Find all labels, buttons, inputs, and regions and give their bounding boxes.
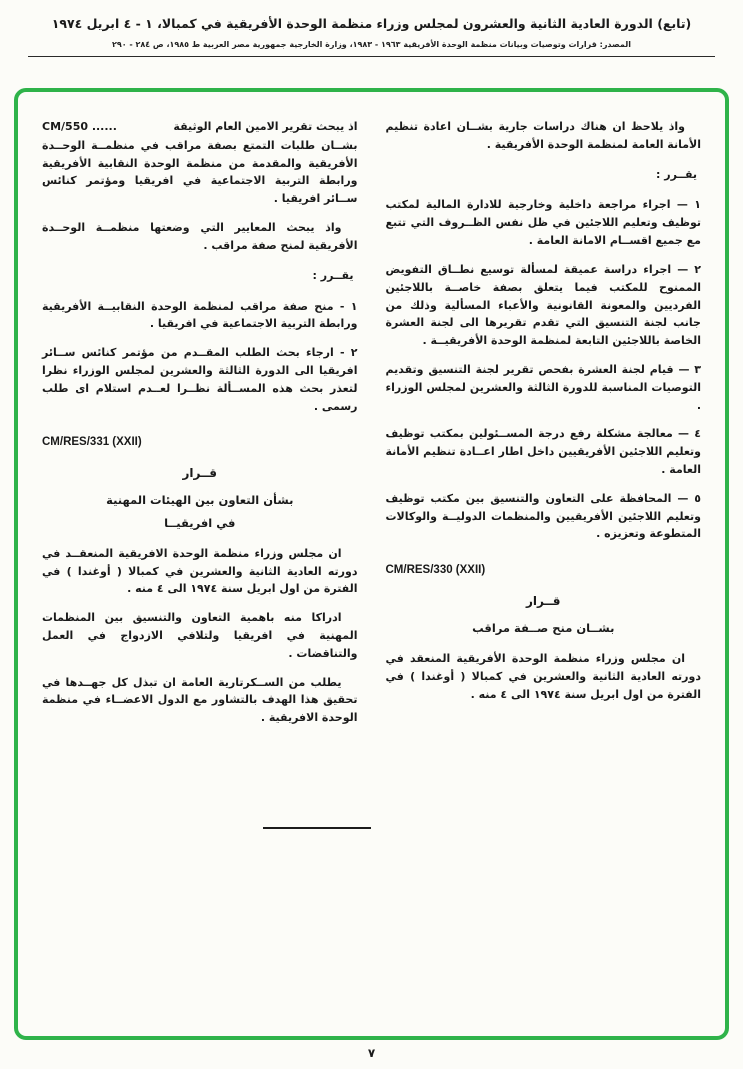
council-paragraph-left: ان مجلس وزراء منظمة الوحدة الافريقية المنعقــد في دورته العادية الثانية والعشرين في كمبالا ( أوغندا ) في الفترة من اول ابريل سنة ١٩٧٤ الى ٤ منه .: [42, 546, 358, 596]
document-reference-cm-550: CM/550 ......: [42, 120, 117, 133]
awareness-paragraph: ادراكا منه باهمية التعاون والتنسيق بين المنظمات المهنية في افريقيا ولتلافي الازدواج في العمل والتناقضات .: [42, 611, 358, 660]
resolution-item-a: ١ - منح صفة مراقب لمنظمة الوحدة النقابيــة الأفريقية ورابطة التربية الاجتماعية في افريقيا .: [42, 299, 358, 331]
resolution-item-3: ٣ — قيام لجنة العشرة بفحص تقرير لجنة التنسيق وتقديم التوصيات المناسبة للدورة الثالثة والعشرين لمجلس الوزراء .: [385, 362, 701, 412]
resolution-subtitle-left-2: في افريقيــا: [164, 516, 236, 531]
page-title: (تابع) الدورة العادية الثانية والعشرون لمجلس وزراء منظمة الوحدة الأفريقية في كمبالا، ١ - ٤ ابريل ١٩٧٤: [51, 16, 692, 31]
content-frame: [14, 88, 729, 1040]
resolution-item-2: ٢ — اجراء دراسة عميقة لمسألة توسيع نطــاق التفويض الممنوح للمكتب فيما يتعلق بصفة خاصــة باللاجئين الفرديين والمعونة القانونية والأعباء المسألية وذلك من جانب لجنة التنسيق التي تقدم تقريرها الى لجنة العشرة الخاصة باللاجئين التابعة لمنظمة الوحدة الأفريقيــة .: [385, 262, 701, 348]
document-header: [0, 0, 743, 57]
resolution-title-right: قــرار: [525, 593, 561, 608]
criteria-paragraph: واذ يبحث المعايير التي وضعتها منظمــة الوحــدة الأفريقية لمنح صفة مراقب .: [42, 221, 358, 252]
resolution-subtitle-right: بشــان منح صــفة مراقب: [472, 621, 615, 636]
document-reference-cm-res-330: CM/RES/330 (XXII): [385, 564, 486, 577]
resolution-item-5: ٥ — المحافظة على التعاون والتنسيق بين مكتب توظيف وتعليم اللاجئين الأفريقيين والمنظمات الدوليــة والوكالات المتطوعة وتعزيزه .: [385, 491, 701, 541]
resolution-item-1: ١ — اجراء مراجعة داخلية وخارجية للادارة المالية لمكتب توظيف وتعليم اللاجئين في ظل نفس الظــروف التي تتبع مع جميع اقســام الامانة العامة .: [385, 198, 701, 248]
requests-paragraph: يطلب من الســكرتارية العامة ان تبذل كل جهــدها في تحقيق هذا الهدف بالتشاور مع الدول الاعضــاء في منظمة الوحدة الافريقية .: [42, 675, 358, 725]
column-left: [42, 118, 358, 738]
page-number: ٧: [367, 1046, 376, 1060]
decides-heading-right: يقــرر :: [656, 167, 697, 181]
source-line: المصدر: قرارات وتوصيات وبيانات منظمة الوحدة الأفريقية ١٩٦٣ - ١٩٨٣، وزارة الخارجية جمهورية مصر العربية ط ١٩٨٥، ص ٢٨٤ - ٢٩٠: [111, 40, 632, 49]
resolution-item-4: ٤ — معالجة مشكلة رفع درجة المســئولين بمكتب توظيف وتعليم اللاجئين الأفريقيين داخل اطار اعــادة تنظيم الأمانة العامة .: [385, 427, 701, 476]
section-divider: [263, 827, 371, 829]
noting-paragraph: واذ يلاحظ ان هناك دراسات جارية بشــان اعادة تنظيم الأمانة العامة لمنظمة الوحدة الأفريقية .: [385, 120, 701, 151]
resolution-subtitle-left-1: بشأن التعاون بين الهيئات المهنية: [106, 493, 294, 508]
considering-paragraph: بشــان طلبات التمتع بصفة مراقب في منظمــة الوحــدة الأفريقية والمقدمة من منظمة الوحدة النقابية الأفريقية ورابطة التربية الاجتماعية في افريقيا ومؤتمر كنائس ســائر افريقيا .: [42, 138, 358, 206]
considering-line: [42, 118, 358, 136]
considering-lead-text: اذ يبحث تقرير الامين العام الوثيقة: [173, 120, 358, 133]
page-footer: [0, 1042, 743, 1061]
column-right: [386, 118, 702, 738]
resolution-title-left: قــرار: [182, 466, 218, 480]
two-column-layout: [42, 118, 701, 738]
decides-heading-left: يقــرر :: [312, 268, 354, 282]
document-reference-cm-res-331: CM/RES/331 (XXII): [42, 436, 142, 449]
header-divider: [28, 56, 715, 57]
resolution-item-b: ٢ - ارجاء بحث الطلب المقــدم من مؤتمر كنائس ســائر افريقيا الى الدورة الثالثة والعشرين لمجلس الوزراء نظرا لتعذر بحث هذه المســألة نظــرا لعــدم استلام اى طلب رسمى .: [42, 346, 358, 413]
council-paragraph-right: ان مجلس وزراء منظمة الوحدة الأفريقية المنعقد في دورته العادية الثانية والعشرين في كمبالا ( أوغندا ) في الفترة من اول ابريل سنة ١٩٧٤ الى ٤ منه .: [385, 651, 701, 701]
